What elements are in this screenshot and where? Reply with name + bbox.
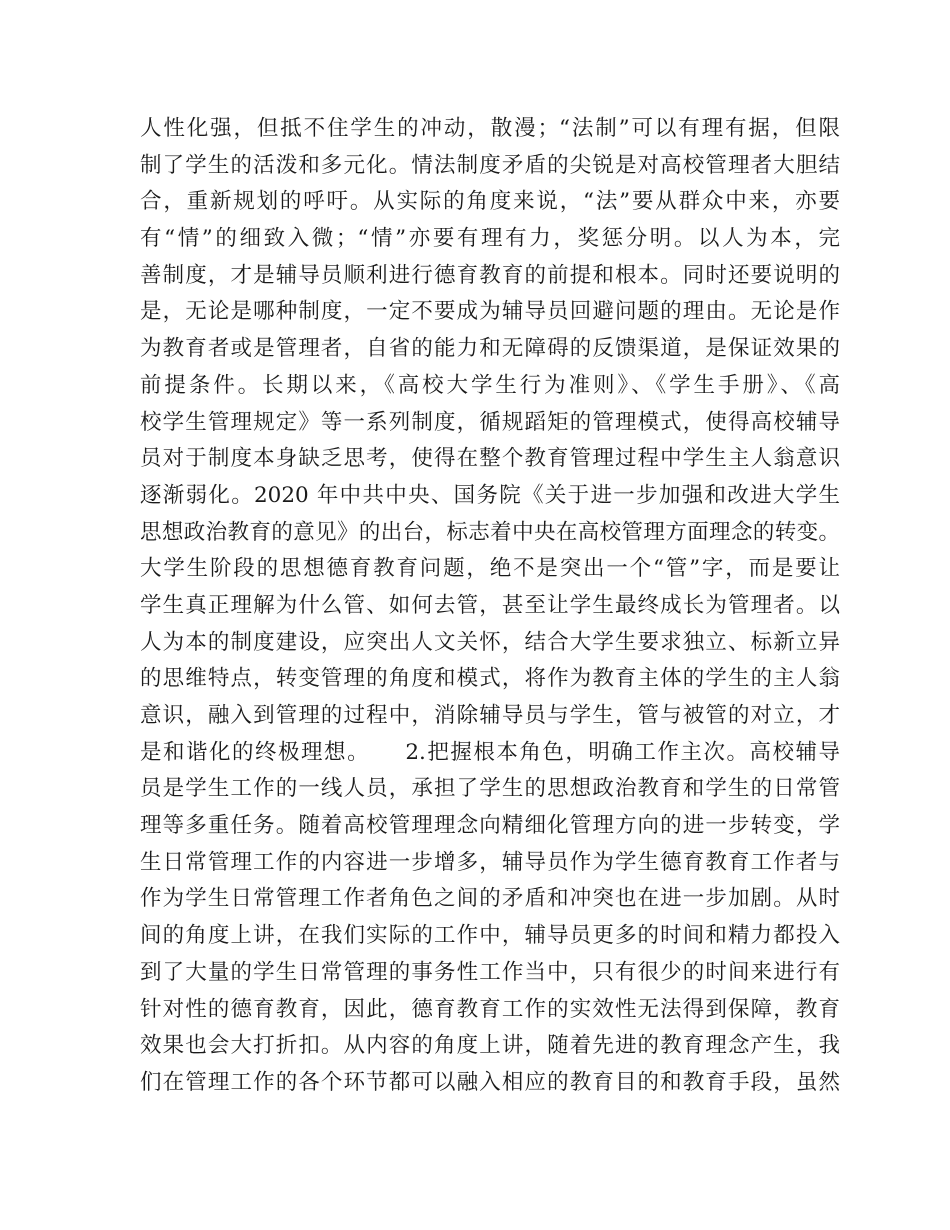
text-line: 前提条件。长期以来，《高校大学生行为准则》、《学生手册》、《高 <box>140 372 840 398</box>
text-line: 制了学生的活泼和多元化。情法制度矛盾的尖锐是对高校管理者大胆结 <box>140 152 840 178</box>
text-line: 为教育者或是管理者，自省的能力和无障碍的反馈渠道，是保证效果的 <box>140 336 840 362</box>
text-line: 是，无论是哪种制度，一定不要成为辅导员回避问题的理由。无论是作 <box>140 299 840 325</box>
text-line: 间的角度上讲，在我们实际的工作中，辅导员更多的时间和精力都投入 <box>140 923 840 949</box>
text-line: 人为本的制度建设，应突出人文关怀，结合大学生要求独立、标新立异 <box>140 629 840 655</box>
text-line: 针对性的德育教育，因此，德育教育工作的实效性无法得到保障，教育 <box>140 996 840 1022</box>
body-text <box>140 111 840 1102</box>
text-line: 大学生阶段的思想德育教育问题，绝不是突出一个“管”字，而是要让 <box>140 556 840 582</box>
text-line: 学生真正理解为什么管、如何去管，甚至让学生最终成长为管理者。以 <box>140 592 840 618</box>
text-line: 的思维特点，转变管理的角度和模式，将作为教育主体的学生的主人翁 <box>140 666 840 692</box>
text-line: 人性化强，但抵不住学生的冲动，散漫；“法制”可以有理有据，但限 <box>140 116 840 141</box>
text-line: 意识，融入到管理的过程中，消除辅导员与学生，管与被管的对立，才 <box>140 703 840 728</box>
text-line: 到了大量的学生日常管理的事务性工作当中，只有很少的时间来进行有 <box>140 959 840 985</box>
text-line: 作为学生日常管理工作者角色之间的矛盾和冲突也在进一步加剧。从时 <box>140 886 840 912</box>
text-line: 思想政治教育的意见》的出台，标志着中央在高校管理方面理念的转变。 <box>140 519 840 545</box>
text-line: 校学生管理规定》等一系列制度，循规蹈矩的管理模式，使得高校辅导 <box>140 409 840 435</box>
text-line: 逐渐弱化。2020 年中共中央、国务院《关于进一步加强和改进大学生 <box>140 482 840 508</box>
text-line: 理等多重任务。随着高校管理理念向精细化管理方向的进一步转变，学 <box>140 813 840 839</box>
text-line: 合，重新规划的呼吁。从实际的角度来说，“法”要从群众中来，亦要 <box>140 189 840 215</box>
text-line: 生日常管理工作的内容进一步增多，辅导员作为学生德育教育工作者与 <box>140 849 840 875</box>
text-line: 是和谐化的终极理想。 2.把握根本角色，明确工作主次。高校辅导 <box>140 739 840 765</box>
text-line: 员对于制度本身缺乏思考，使得在整个教育管理过程中学生主人翁意识 <box>140 446 840 472</box>
text-line: 效果也会大打折扣。从内容的角度上讲，随着先进的教育理念产生，我 <box>140 1033 840 1059</box>
text-line: 有“情”的细致入微；“情”亦要有理有力，奖惩分明。以人为本，完 <box>140 226 840 252</box>
text-line: 们在管理工作的各个环节都可以融入相应的教育目的和教育手段，虽然 <box>140 1069 840 1095</box>
text-line: 善制度，才是辅导员顺利进行德育教育的前提和根本。同时还要说明的 <box>140 262 840 288</box>
text-line: 员是学生工作的一线人员，承担了学生的思想政治教育和学生的日常管 <box>140 776 840 802</box>
